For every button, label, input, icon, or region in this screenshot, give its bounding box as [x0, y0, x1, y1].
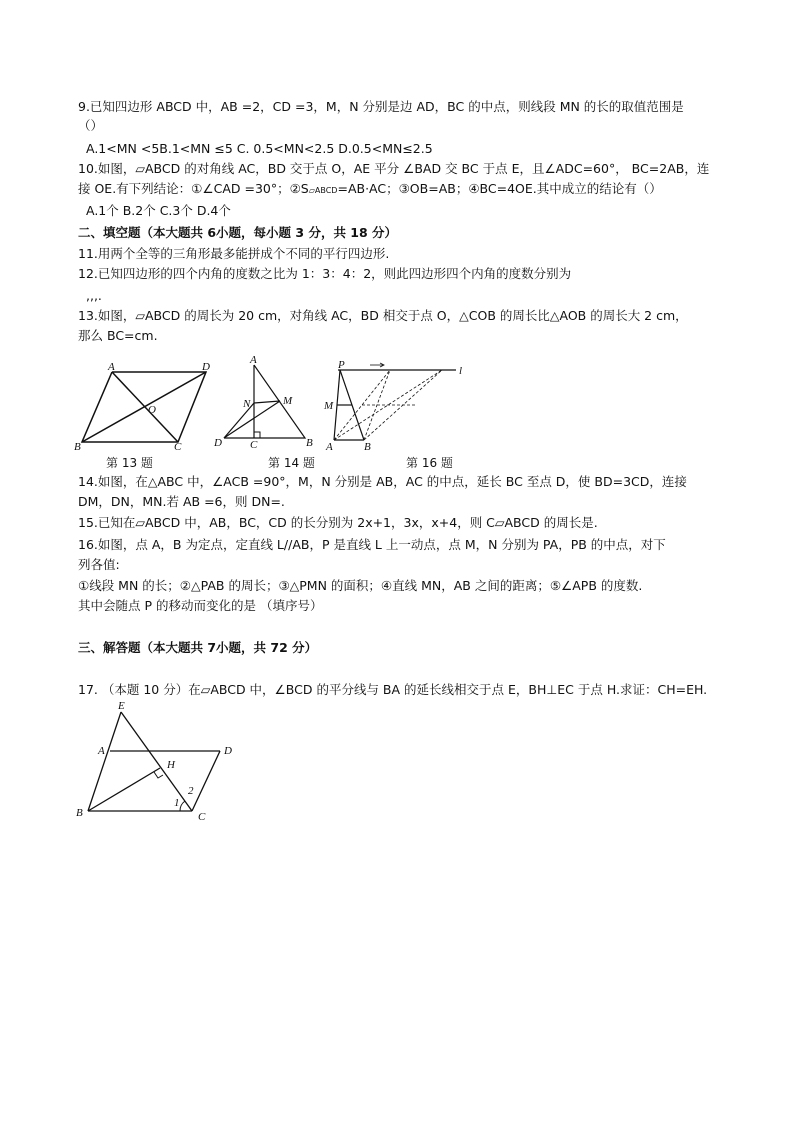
q10-line2: 接 OE.有下列结论：①∠CAD =30°；②S▱ABCD=AB·AC；③OB=AB；④BC=4OE.其中成立的结论有（） — [78, 181, 662, 196]
label-C: C — [174, 441, 182, 452]
q16-line1: 16.如图，点 A，B 为定点，定直线 L//AB，P 是直线 L 上一动点，点 M，N 分别为 PA，PB 的中点，对下 — [78, 537, 666, 552]
label-A: A — [326, 441, 333, 453]
label-A: A — [98, 745, 105, 757]
label-l: l — [459, 365, 463, 377]
label-D: D — [214, 437, 222, 449]
label-N: N — [243, 398, 251, 410]
label-C: C — [250, 439, 258, 450]
q9-line2: （） — [78, 118, 104, 133]
label-O: O — [148, 404, 156, 416]
label-D: D — [202, 362, 210, 373]
label-A: A — [250, 355, 257, 366]
label-angle-1: 1 — [174, 797, 180, 809]
caption-fig14: 第 14 题 — [268, 456, 315, 470]
q12-line2: ,,,. — [86, 288, 102, 303]
q14-line2: DM，DN，MN.若 AB =6，则 DN=. — [78, 494, 285, 509]
section2-heading: 二、填空题（本大题共 6小题，每小题 3 分，共 18 分） — [78, 225, 398, 240]
figure-13-parallelogram — [70, 362, 220, 452]
q9-line1: 9.已知四边形 ABCD 中，AB =2，CD =3，M，N 分别是边 AD，BC 的中点，则线段 MN 的长的取值范围是 — [78, 99, 684, 114]
figure-17-parallelogram — [70, 698, 240, 823]
q9-options: A.1<MN <5B.1<MN ≤5 C. 0.5<MN<2.5 D.0.5<MN≤2.5 — [86, 141, 433, 156]
q17: 17. （本题 10 分）在▱ABCD 中，∠BCD 的平分线与 BA 的延长线相交于点 E，BH⊥EC 于点 H.求证：CH=EH. — [78, 682, 708, 697]
label-M: M — [324, 400, 334, 412]
q13-line1: 13.如图，▱ABCD 的周长为 20 cm，对角线 AC，BD 相交于点 O，△COB 的周长比△AOB 的周长大 2 cm， — [78, 308, 688, 323]
caption-fig13: 第 13 题 — [106, 456, 153, 470]
section3-heading: 三、解答题（本大题共 7小题，共 72 分） — [78, 640, 318, 655]
label-angle-2: 2 — [188, 785, 194, 797]
figure-16-moving-point — [320, 360, 470, 455]
q14-line1: 14.如图，在△ABC 中，∠ACB =90°，M，N 分别是 AB，AC 的中点，延长 BC 至点 D，使 BD=3CD，连接 — [78, 474, 687, 489]
q10-line1: 10.如图，▱ABCD 的对角线 AC，BD 交于点 O，AE 平分 ∠BAD 交 BC 于点 E，且∠ADC=60°， BC=2AB，连 — [78, 161, 710, 176]
q16-line4: 其中会随点 P 的移动而变化的是 （填序号） — [78, 598, 323, 613]
q16-line3: ①线段 MN 的长；②△PAB 的周长；③△PMN 的面积；④直线 MN，AB 之间的距离；⑤∠APB 的度数. — [78, 578, 643, 593]
label-D: D — [224, 745, 232, 757]
q10-options: A.1个 B.2个 C.3个 D.4个 — [86, 203, 231, 218]
label-B: B — [74, 441, 81, 452]
q15: 15.已知在▱ABCD 中，AB，BC，CD 的长分别为 2x+1，3x，x+4，则 C▱ABCD 的周长是. — [78, 515, 598, 530]
q16-line2: 列各值: — [78, 557, 120, 572]
q12-line1: 12.已知四边形的四个内角的度数之比为 1：3：4：2，则此四边形四个内角的度数分别为 — [78, 266, 572, 281]
label-C: C — [198, 811, 206, 823]
figure-14-triangle — [210, 355, 320, 450]
label-A: A — [108, 362, 115, 373]
label-M: M — [283, 395, 293, 407]
caption-fig16: 第 16 题 — [406, 456, 453, 470]
label-B: B — [364, 441, 371, 453]
label-P: P — [338, 360, 345, 371]
label-B: B — [76, 807, 83, 819]
label-H: H — [167, 759, 175, 771]
label-B: B — [306, 437, 313, 449]
q13-line2: 那么 BC=cm. — [78, 328, 158, 343]
q11: 11.用两个全等的三角形最多能拼成个不同的平行四边形. — [78, 246, 390, 261]
label-E: E — [118, 700, 125, 712]
